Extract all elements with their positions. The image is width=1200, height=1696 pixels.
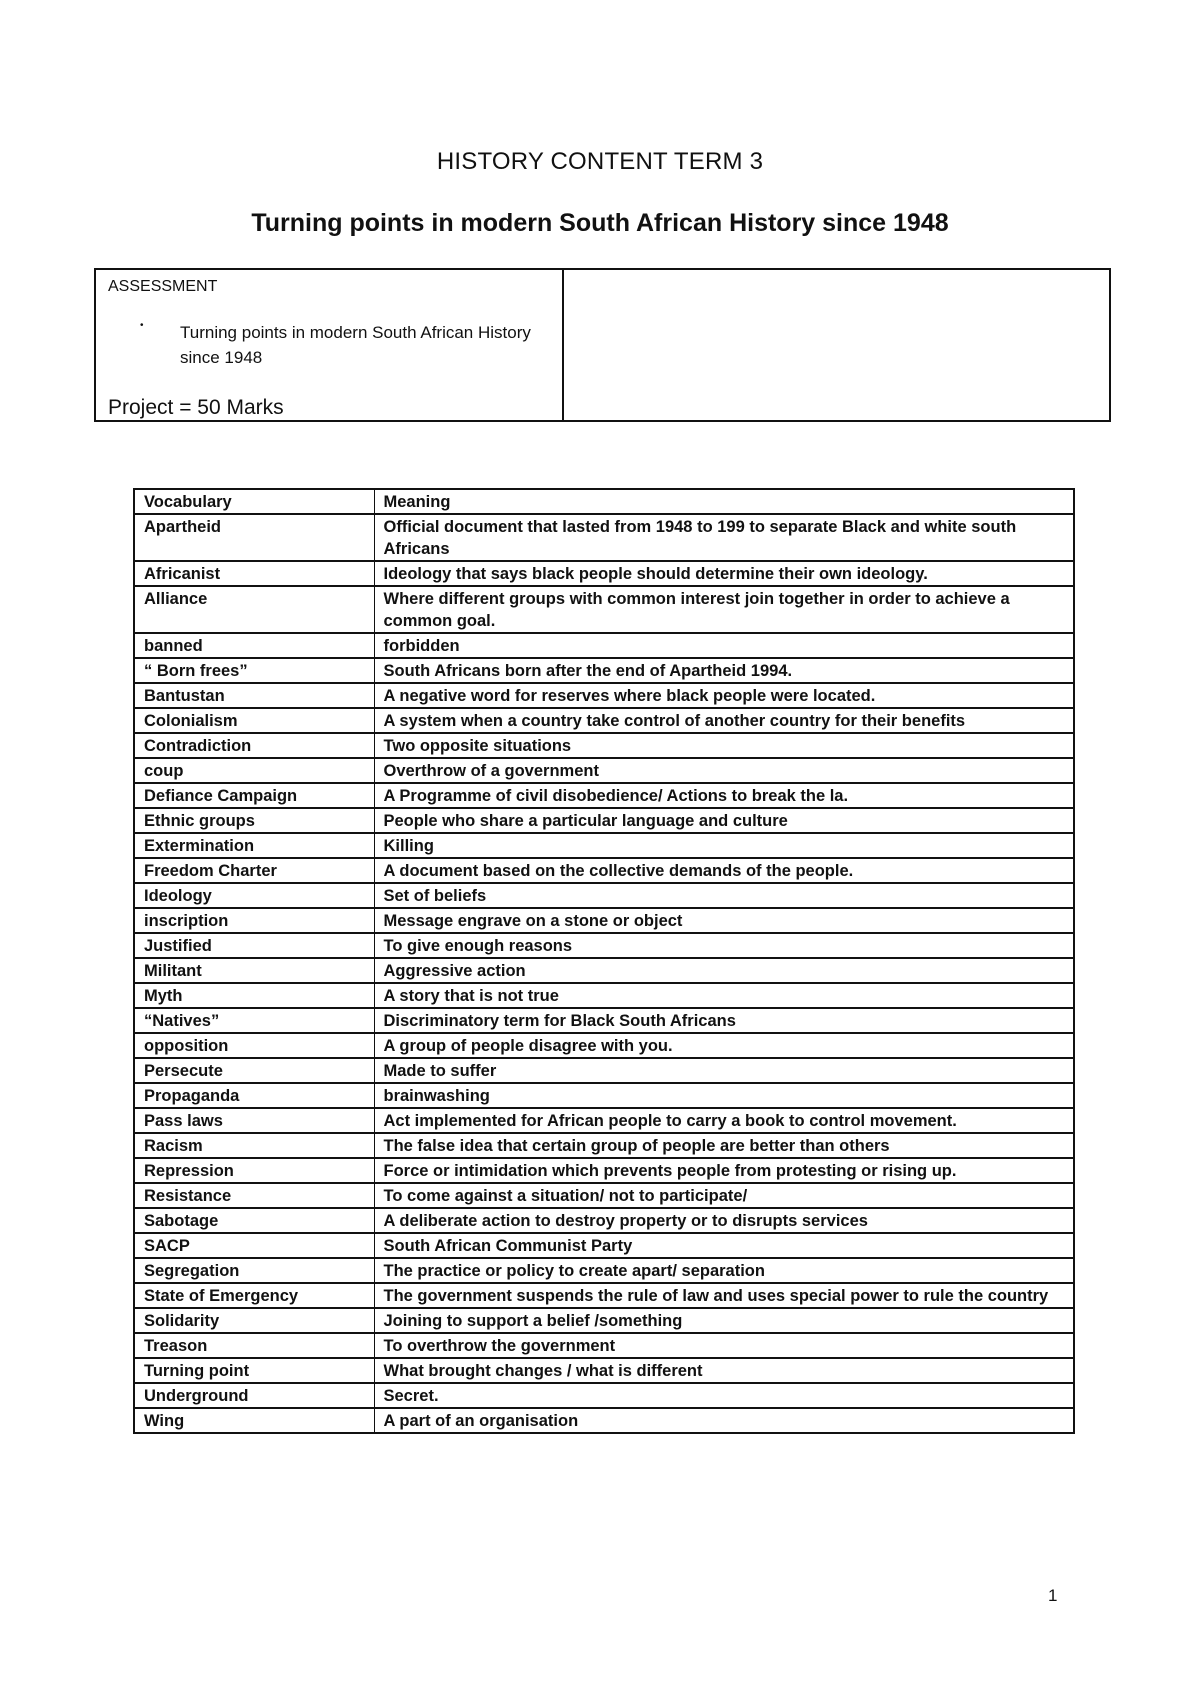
vocabulary-meaning: Aggressive action	[374, 958, 1074, 983]
table-row	[134, 1333, 1074, 1358]
table-row	[134, 1183, 1074, 1208]
table-row	[134, 658, 1074, 683]
table-row	[134, 1158, 1074, 1183]
vocabulary-term: Turning point	[134, 1358, 374, 1383]
table-row	[134, 1033, 1074, 1058]
table-row	[134, 908, 1074, 933]
vocabulary-term: Underground	[134, 1383, 374, 1408]
vocabulary-term: Wing	[134, 1408, 374, 1433]
vocabulary-meaning: A Programme of civil disobedience/ Actions to break the la.	[374, 783, 1074, 808]
vocabulary-meaning: A story that is not true	[374, 983, 1074, 1008]
vocabulary-meaning: A document based on the collective demands of the people.	[374, 858, 1074, 883]
vocabulary-term: Ethnic groups	[134, 808, 374, 833]
table-row	[134, 1258, 1074, 1283]
table-row	[134, 1308, 1074, 1333]
page-subtitle: Turning points in modern South African History since 1948	[251, 209, 949, 237]
vocabulary-meaning: Force or intimidation which prevents people from protesting or rising up.	[374, 1158, 1074, 1183]
vocabulary-meaning: brainwashing	[374, 1083, 1074, 1108]
vocabulary-term: Freedom Charter	[134, 858, 374, 883]
vocabulary-term: SACP	[134, 1233, 374, 1258]
assessment-box	[94, 268, 1111, 422]
vocabulary-meaning: Killing	[374, 833, 1074, 858]
vocabulary-meaning: Message engrave on a stone or object	[374, 908, 1074, 933]
vocabulary-term: Alliance	[134, 586, 374, 633]
vocabulary-meaning: To come against a situation/ not to participate/	[374, 1183, 1074, 1208]
table-row	[134, 833, 1074, 858]
table-row	[134, 733, 1074, 758]
vocabulary-meaning: The government suspends the rule of law and uses special power to rule the country	[374, 1283, 1074, 1308]
vocabulary-meaning: A deliberate action to destroy property or to disrupts services	[374, 1208, 1074, 1233]
table-row	[134, 514, 1074, 561]
vocabulary-meaning: What brought changes / what is different	[374, 1358, 1074, 1383]
vocabulary-term: Militant	[134, 958, 374, 983]
vocabulary-term: Treason	[134, 1333, 374, 1358]
vocabulary-term: opposition	[134, 1033, 374, 1058]
vocabulary-meaning: South African Communist Party	[374, 1233, 1074, 1258]
vocabulary-term: Contradiction	[134, 733, 374, 758]
table-row	[134, 633, 1074, 658]
vocabulary-term: Solidarity	[134, 1308, 374, 1333]
vocabulary-term: Defiance Campaign	[134, 783, 374, 808]
table-row	[134, 561, 1074, 586]
vocabulary-term: inscription	[134, 908, 374, 933]
vocabulary-term: coup	[134, 758, 374, 783]
table-row	[134, 808, 1074, 833]
page-number: 1	[1048, 1586, 1058, 1605]
bullet-icon: •	[140, 320, 144, 331]
assessment-total: Project = 50 Marks	[108, 396, 284, 419]
table-row	[134, 858, 1074, 883]
table-row	[134, 1108, 1074, 1133]
table-row	[134, 983, 1074, 1008]
table-header-row	[134, 489, 1074, 514]
column-header-meaning: Meaning	[374, 489, 1074, 514]
column-header-vocabulary: Vocabulary	[134, 489, 374, 514]
vocabulary-meaning: Act implemented for African people to carry a book to control movement.	[374, 1108, 1074, 1133]
vocabulary-meaning: Official document that lasted from 1948 to 199 to separate Black and white south Africans	[374, 514, 1074, 561]
table-row	[134, 933, 1074, 958]
table-row	[134, 1133, 1074, 1158]
vocabulary-meaning: Made to suffer	[374, 1058, 1074, 1083]
vocabulary-meaning: Two opposite situations	[374, 733, 1074, 758]
vocabulary-term: Sabotage	[134, 1208, 374, 1233]
table-row	[134, 758, 1074, 783]
vocabulary-meaning: Joining to support a belief /something	[374, 1308, 1074, 1333]
vocabulary-meaning: A part of an organisation	[374, 1408, 1074, 1433]
table-row	[134, 1358, 1074, 1383]
vocabulary-term: Pass laws	[134, 1108, 374, 1133]
vocabulary-meaning: To give enough reasons	[374, 933, 1074, 958]
table-row	[134, 586, 1074, 633]
vocabulary-term: Racism	[134, 1133, 374, 1158]
vocabulary-term: “Natives”	[134, 1008, 374, 1033]
table-row	[134, 1208, 1074, 1233]
vocabulary-meaning: Overthrow of a government	[374, 758, 1074, 783]
vocabulary-meaning: The practice or policy to create apart/ separation	[374, 1258, 1074, 1283]
assessment-details-cell	[96, 270, 564, 420]
vocabulary-meaning: forbidden	[374, 633, 1074, 658]
vocabulary-meaning: Secret.	[374, 1383, 1074, 1408]
vocabulary-meaning: A negative word for reserves where black people were located.	[374, 683, 1074, 708]
vocabulary-term: State of Emergency	[134, 1283, 374, 1308]
table-row	[134, 1008, 1074, 1033]
vocabulary-meaning: To overthrow the government	[374, 1333, 1074, 1358]
vocabulary-meaning: Where different groups with common interest join together in order to achieve a common goal.	[374, 586, 1074, 633]
vocabulary-meaning: People who share a particular language and culture	[374, 808, 1074, 833]
vocabulary-term: Apartheid	[134, 514, 374, 561]
vocabulary-meaning: Set of beliefs	[374, 883, 1074, 908]
vocabulary-term: Repression	[134, 1158, 374, 1183]
table-row	[134, 1408, 1074, 1433]
vocabulary-term: Africanist	[134, 561, 374, 586]
vocabulary-term: Bantustan	[134, 683, 374, 708]
table-row	[134, 683, 1074, 708]
table-row	[134, 883, 1074, 908]
vocabulary-term: Justified	[134, 933, 374, 958]
vocabulary-term: Ideology	[134, 883, 374, 908]
table-row	[134, 1283, 1074, 1308]
vocabulary-meaning: A system when a country take control of another country for their benefits	[374, 708, 1074, 733]
vocabulary-meaning: A group of people disagree with you.	[374, 1033, 1074, 1058]
vocabulary-term: Segregation	[134, 1258, 374, 1283]
vocabulary-term: Myth	[134, 983, 374, 1008]
assessment-empty-cell	[564, 270, 1109, 420]
vocabulary-meaning: The false idea that certain group of people are better than others	[374, 1133, 1074, 1158]
table-row	[134, 958, 1074, 983]
vocabulary-term: Extermination	[134, 833, 374, 858]
vocabulary-term: Propaganda	[134, 1083, 374, 1108]
vocabulary-term: Colonialism	[134, 708, 374, 733]
vocabulary-term: Resistance	[134, 1183, 374, 1208]
vocabulary-term: Persecute	[134, 1058, 374, 1083]
table-row	[134, 1233, 1074, 1258]
page-title: HISTORY CONTENT TERM 3	[436, 148, 764, 175]
assessment-heading: ASSESSMENT	[108, 278, 218, 295]
vocabulary-term: “ Born frees”	[134, 658, 374, 683]
vocabulary-meaning: Ideology that says black people should determine their own ideology.	[374, 561, 1074, 586]
table-row	[134, 783, 1074, 808]
vocabulary-table	[133, 488, 1075, 1434]
vocabulary-meaning: South Africans born after the end of Apartheid 1994.	[374, 658, 1074, 683]
table-row	[134, 708, 1074, 733]
assessment-item: Turning points in modern South African History since 1948	[180, 323, 531, 367]
table-row	[134, 1383, 1074, 1408]
vocabulary-term: banned	[134, 633, 374, 658]
vocabulary-meaning: Discriminatory term for Black South Africans	[374, 1008, 1074, 1033]
table-row	[134, 1083, 1074, 1108]
table-row	[134, 1058, 1074, 1083]
